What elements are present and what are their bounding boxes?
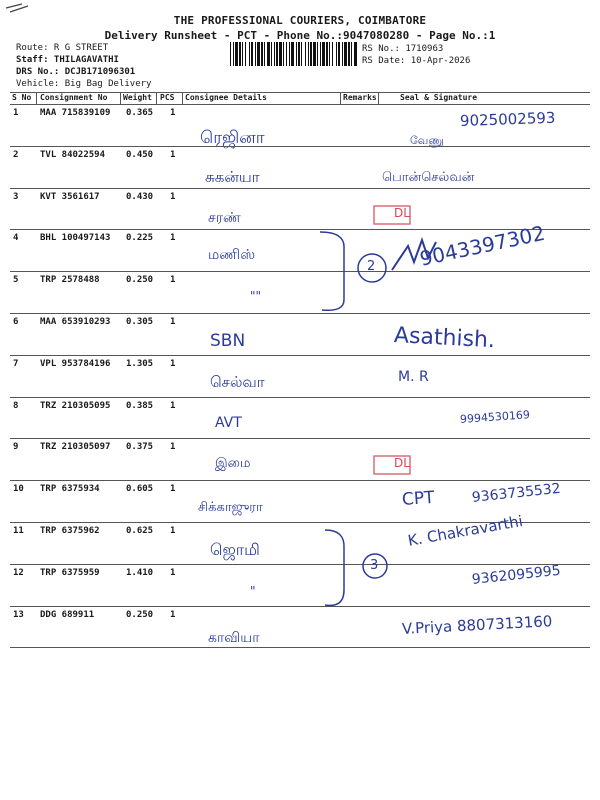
rs-date: RS Date: 10-Apr-2026	[362, 56, 471, 66]
barcode-bar	[348, 42, 350, 66]
col-divider	[120, 92, 121, 104]
row-signature-secondary: வேணு	[410, 134, 444, 147]
barcode-bar	[249, 42, 250, 66]
barcode-bar	[235, 42, 238, 66]
barcode-bar	[274, 42, 275, 66]
barcode-bar	[354, 42, 357, 66]
barcode-bar	[320, 42, 321, 66]
drs-label: DRS No.: DCJB171096301	[16, 67, 136, 77]
barcode-bar	[342, 42, 343, 66]
barcode-bar	[257, 42, 260, 66]
row-consignee-handwritten: காவியா	[208, 629, 260, 646]
row-consignment-no: TRP 6375934	[40, 484, 100, 495]
row-pcs: 1	[170, 400, 176, 411]
row-consignment-no: MAA 653910293	[40, 317, 111, 327]
table-row	[10, 146, 590, 188]
runsheet-subtitle: Delivery Runsheet - PCT - Phone No.:9047080280 - Page No.:1	[104, 29, 496, 42]
row-signature-secondary: 9363735532	[471, 480, 562, 507]
barcode-bar	[279, 42, 282, 66]
row-sno: 9	[13, 442, 19, 453]
row-sno: 12	[13, 567, 24, 578]
row-signature: பொன்செல்வன்	[382, 169, 475, 185]
row-consignee-handwritten: சுகன்யா	[205, 167, 260, 186]
row-weight: 0.250	[126, 275, 154, 286]
barcode-bar	[242, 42, 243, 66]
col-header-pcs: PCS	[160, 93, 175, 102]
row-consignment-no: KVT 3561617	[40, 191, 100, 202]
barcode-bar	[301, 42, 302, 66]
row-consignee-handwritten: ரெஜினா	[200, 128, 265, 148]
table-row	[10, 355, 590, 397]
table-row	[10, 511, 590, 564]
row-consignment-no: TRP 6375959	[40, 567, 100, 578]
col-divider	[340, 92, 341, 104]
col-header-consignee: Consignee Details	[185, 93, 267, 102]
row-consignment-no: MAA 715839109	[40, 108, 111, 118]
table-row	[10, 221, 590, 272]
row-consignee-handwritten: AVT	[215, 414, 242, 431]
circled-mark-label: 3	[370, 558, 379, 573]
barcode-bar	[255, 42, 256, 66]
row-sno: 8	[13, 400, 19, 411]
row-signature: CPT	[401, 487, 436, 511]
barcode-bar	[322, 42, 325, 66]
row-consignee-handwritten: "	[250, 583, 256, 598]
barcode-bar	[326, 42, 328, 66]
barcode-bar	[264, 42, 265, 66]
row-pcs: 1	[170, 317, 176, 327]
barcode-bar	[313, 42, 316, 66]
row-sno: 2	[13, 149, 19, 160]
barcode-bar	[317, 42, 318, 66]
barcode-bar	[276, 42, 278, 66]
row-consignee-handwritten: ஜொமி	[210, 540, 260, 559]
row-consignee-handwritten: ""	[250, 289, 262, 304]
barcode-bar	[286, 42, 287, 66]
row-pcs: 1	[170, 149, 176, 160]
corner-scribble	[6, 4, 28, 12]
row-consignment-no: TRZ 210305095	[40, 400, 111, 411]
row-consignee-handwritten: SBN	[210, 331, 246, 351]
row-consignee-handwritten: இமை	[215, 456, 251, 472]
row-sno: 11	[13, 526, 24, 536]
barcode-bar	[344, 42, 347, 66]
row-pcs: 1	[170, 358, 176, 369]
barcode-bar	[310, 42, 312, 66]
route-label: Route: R G STREET	[16, 43, 109, 53]
row-pcs: 1	[170, 233, 176, 244]
row-consignment-no: DDG 689911	[40, 609, 95, 620]
barcode-bar	[239, 42, 241, 66]
rs-info	[362, 43, 470, 67]
row-consignment-no: BHL 100497143	[40, 233, 111, 244]
row-sno: 5	[13, 275, 19, 286]
row-consignee-handwritten: சரண்	[208, 209, 241, 226]
row-sno: 6	[13, 317, 19, 327]
row-signature: 9994530169	[459, 407, 531, 426]
row-sno: 1	[13, 108, 19, 118]
row-consignee-handwritten: சிக்காஜுரா	[198, 500, 263, 516]
col-header-weight: Weight	[123, 93, 152, 102]
row-weight: 0.305	[126, 317, 154, 327]
row-signature: M. R	[398, 368, 429, 385]
barcode-bar	[251, 42, 253, 66]
barcode-bar	[230, 42, 231, 66]
row-consignee-handwritten: செல்வா	[210, 372, 265, 391]
row-consignment-no: TVL 84022594	[40, 149, 106, 160]
table-row	[10, 271, 590, 313]
col-header-sno: S No	[12, 93, 32, 102]
barcode-bar	[245, 42, 246, 66]
barcode-bar	[305, 42, 306, 66]
table-row	[10, 313, 590, 355]
row-sno: 3	[13, 191, 19, 202]
row-signature: DL	[394, 456, 410, 471]
row-weight: 0.250	[126, 609, 154, 620]
row-pcs: 1	[170, 526, 176, 536]
row-sno: 13	[13, 609, 24, 620]
table-row	[10, 104, 590, 146]
col-divider	[378, 92, 379, 104]
barcode-bar	[271, 42, 272, 66]
page-title: THE PROFESSIONAL COURIERS, COIMBATORE	[173, 14, 427, 27]
row-weight: 0.450	[126, 149, 154, 160]
row-signature: DL	[394, 205, 410, 220]
row-rule	[10, 647, 590, 648]
row-weight: 1.410	[126, 567, 154, 578]
barcode-bar	[261, 42, 263, 66]
barcode-bar	[298, 42, 300, 66]
row-pcs: 1	[170, 108, 176, 118]
barcode-bar	[351, 42, 352, 66]
row-signature: 9362095995	[471, 562, 562, 588]
row-consignment-no: VPL 953784196	[40, 358, 111, 369]
row-weight: 0.385	[126, 400, 154, 411]
col-divider	[182, 92, 183, 104]
row-pcs: 1	[170, 191, 176, 202]
row-consignment-no: TRP 2578488	[40, 275, 100, 286]
table-row	[10, 564, 590, 606]
barcode-bar	[267, 42, 270, 66]
row-weight: 1.305	[126, 358, 154, 369]
barcode-bar	[289, 42, 290, 66]
row-pcs: 1	[170, 442, 176, 453]
row-sno: 7	[13, 358, 19, 369]
row-sno: 4	[13, 233, 19, 244]
barcode-bar	[296, 42, 297, 66]
row-weight: 0.605	[126, 484, 154, 495]
barcode	[230, 42, 358, 66]
barcode-bar	[338, 42, 340, 66]
col-divider	[36, 92, 37, 104]
row-signature: K. Chakravarthi	[406, 511, 525, 550]
row-weight: 0.365	[126, 108, 154, 118]
vehicle-label: Vehicle: Big Bag Delivery	[16, 79, 152, 89]
col-header-consignment: Consignment No	[40, 93, 108, 102]
rs-number: RS No.: 1710963	[362, 44, 444, 54]
row-weight: 0.625	[126, 526, 154, 536]
table-row	[10, 606, 590, 648]
table-row	[10, 438, 590, 480]
row-pcs: 1	[170, 567, 176, 578]
row-consignee-handwritten: மணிஸ்	[208, 247, 256, 264]
barcode-bar	[283, 42, 284, 66]
barcode-bar	[329, 42, 330, 66]
row-sno: 10	[13, 484, 24, 495]
table-row	[10, 397, 590, 439]
row-signature: V.Priya 8807313160	[401, 611, 553, 638]
row-signature: Asathish.	[393, 323, 496, 354]
row-signature: 9043397302	[417, 221, 547, 272]
row-pcs: 1	[170, 484, 176, 495]
table-row	[10, 188, 590, 230]
staff-label: Staff: THILAGAVATHI	[16, 55, 119, 65]
row-pcs: 1	[170, 275, 176, 286]
barcode-bar	[332, 42, 333, 66]
row-consignment-no: TRP 6375962	[40, 526, 100, 536]
row-consignment-no: TRZ 210305097	[40, 442, 111, 453]
row-signature: 9025002593	[459, 108, 556, 130]
col-divider	[156, 92, 157, 104]
row-weight: 0.225	[126, 233, 154, 244]
row-weight: 0.430	[126, 191, 154, 202]
row-pcs: 1	[170, 609, 176, 620]
barcode-bar	[336, 42, 337, 66]
barcode-bar	[233, 42, 234, 66]
circled-mark-label: 2	[367, 259, 376, 274]
col-header-remarks: Remarks	[343, 93, 377, 102]
runsheet-table	[10, 92, 590, 652]
barcode-bar	[291, 42, 294, 66]
col-header-seal-signature: Seal & Signature	[400, 93, 478, 102]
barcode-bar	[308, 42, 309, 66]
row-weight: 0.375	[126, 442, 154, 453]
